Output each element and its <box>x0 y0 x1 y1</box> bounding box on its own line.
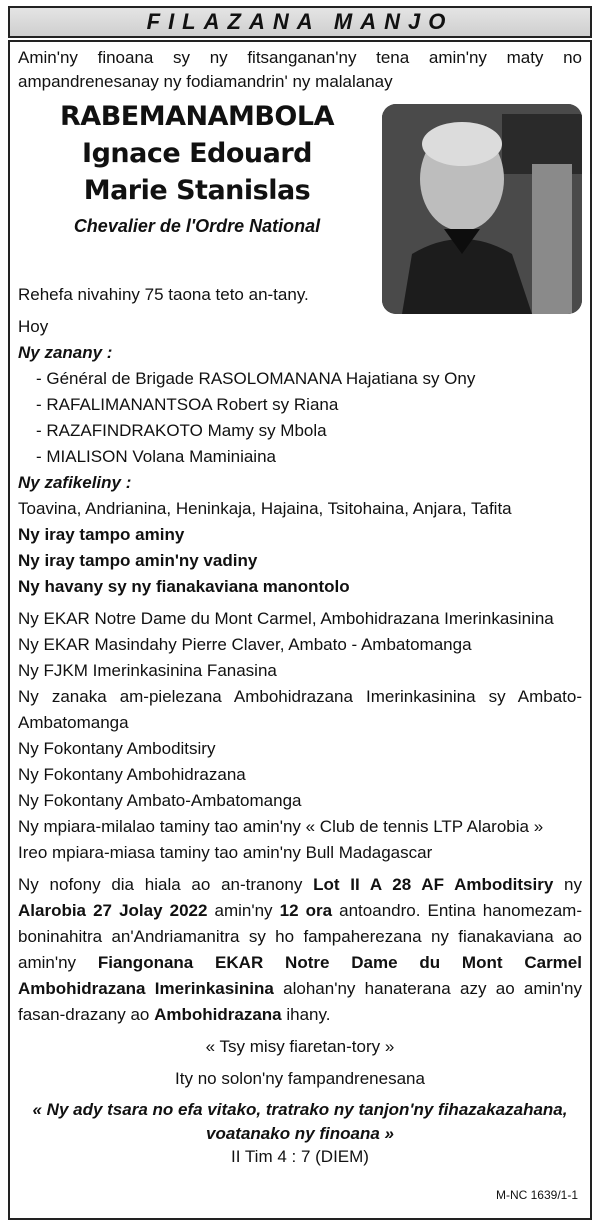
funeral-burial-place: Ambohidrazana <box>154 1005 282 1024</box>
funeral-date: Alarobia 27 Jolay 2022 <box>18 901 208 920</box>
notice-statement: Ity no solon'ny fampandrenesana <box>175 1069 425 1088</box>
verse-reference: II Tim 4 : 7 (DIEM) <box>231 1147 369 1166</box>
org-line: Ny zanaka am-pielezana Ambohidrazana Imerinkasinina sy Ambato-Ambatomanga <box>18 687 582 732</box>
ad-reference: M-NC 1639/1-1 <box>495 1188 578 1202</box>
intro-text: Amin'ny finoana sy ny fitsanganan'ny tena amin'ny maty no ampandrenesanay ny fodiamandrin' ny malalanay <box>18 48 582 91</box>
children-heading: Ny zanany : <box>18 343 113 362</box>
funeral-text: alohan'ny hanaterana azy ao amin'ny fasan-drazany ao <box>18 979 582 1024</box>
deceased-name-block <box>18 98 376 239</box>
org-line: Ny EKAR Notre Dame du Mont Carmel, Ambohidrazana Imerinkasinina <box>18 609 554 628</box>
org-line: Ireo mpiara-miasa taminy tao amin'ny Bull Madagascar <box>18 843 433 862</box>
funeral-text: ny <box>553 875 582 894</box>
name-line-2: Ignace Edouard <box>82 138 312 169</box>
distinction: Chevalier de l'Ordre National <box>73 216 321 236</box>
deceased-section <box>18 98 582 274</box>
header-banner <box>8 6 592 38</box>
child-item: - Général de Brigade RASOLOMANANA Hajatiana sy Ony <box>36 369 476 388</box>
funeral-details <box>18 872 582 1028</box>
funeral-church: Fiangonana EKAR Notre Dame du Mont Carmel Ambohidrazana Imerinkasinina <box>18 953 582 998</box>
org-line: Ny Fokontany Ambato-Ambatomanga <box>18 791 302 810</box>
funeral-text: amin'ny <box>207 901 280 920</box>
bible-verse: « Ny ady tsara no efa vitako, tratrako ny tanjon'ny fihazakazahana, voatanako ny finoana » <box>32 1100 568 1143</box>
org-line: Ny mpiara-milalao taminy tao amin'ny « Club de tennis LTP Alarobia » <box>18 817 544 836</box>
funeral-text: ihany. <box>281 1005 331 1024</box>
funeral-text: Ny nofony dia hiala ao an-tranony <box>18 875 314 894</box>
no-flowers-note: « Tsy misy fiaretan-tory » <box>205 1037 395 1056</box>
funeral-text: antoandro. Entina hanomezam-boninahitra an'Andriamanitra sy ho fampaherezana ny fianakaviana ao amin'ny <box>18 901 582 972</box>
grandchildren-heading: Ny zafikeliny : <box>18 473 132 492</box>
funeral-address: Lot II A 28 AF Amboditsiry <box>313 875 554 894</box>
family-line: Ny iray tampo aminy <box>18 525 185 544</box>
notice-content <box>18 46 582 1168</box>
org-line: Ny FJKM Imerinkasinina Fanasina <box>18 661 277 680</box>
child-item: - RAZAFINDRAKOTO Mamy sy Mbola <box>36 421 327 440</box>
header-title: FILAZANA MANJO <box>146 9 454 34</box>
org-line: Ny Fokontany Ambohidrazana <box>18 765 246 784</box>
portrait-photo <box>382 104 582 314</box>
funeral-time: 12 ora <box>279 901 333 920</box>
child-item: - RAFALIMANANTSOA Robert sy Riana <box>36 395 339 414</box>
name-line-3: Marie Stanislas <box>83 175 311 206</box>
family-line: Ny iray tampo amin'ny vadiny <box>18 551 258 570</box>
hoy-label: Hoy <box>18 317 49 336</box>
org-line: Ny EKAR Masindahy Pierre Claver, Ambato - Ambatomanga <box>18 635 472 654</box>
org-line: Ny Fokontany Amboditsiry <box>18 739 216 758</box>
portrait-illustration <box>382 104 582 314</box>
age-line: Rehefa nivahiny 75 taona teto an-tany. <box>18 285 309 304</box>
name-line-1: RABEMANAMBOLA <box>60 101 334 132</box>
grandchildren-names: Toavina, Andrianina, Heninkaja, Hajaina, Tsitohaina, Anjara, Tafita <box>18 499 512 518</box>
child-item: - MIALISON Volana Maminiaina <box>36 447 276 466</box>
family-line: Ny havany sy ny fianakaviana manontolo <box>18 577 350 596</box>
